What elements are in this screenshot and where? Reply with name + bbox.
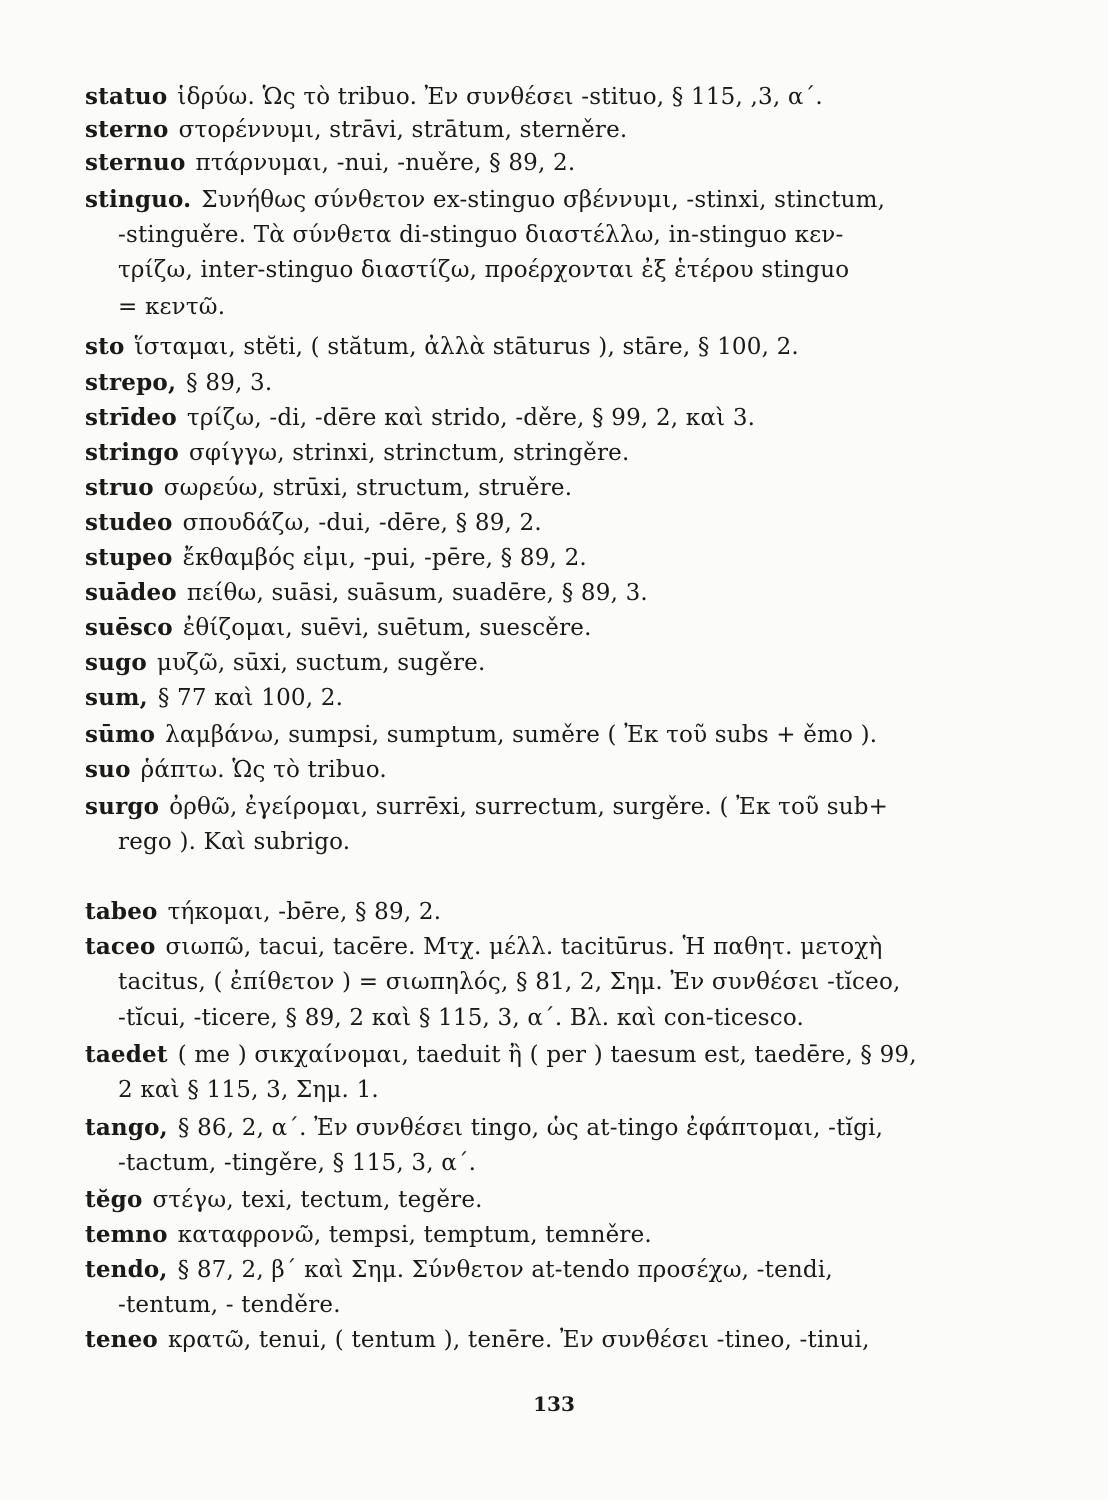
entry-text: § 89, 3. [186,370,273,396]
entry-text: σπουδάζω, -dui, -dēre, § 89, 2. [182,510,542,536]
entry-text: καταφρονῶ, tempsi, temptum, temněre. [177,1222,652,1248]
entry-sterno [85,115,945,145]
headword: sternuo [85,149,186,176]
entry-text: μυζῶ, sūxi, suctum, sugěre. [156,650,486,676]
headword: teneo [85,1326,158,1353]
entry-strideo [85,403,945,433]
entry-text: ἱδρύω. Ὡς τὸ tribuo. Ἐν συνθέσει -stituo, § 115, ,3, α΄. [177,84,823,110]
headword: statuo [85,83,168,110]
entry-text: σωρεύω, strūxi, structum, struěre. [163,475,573,501]
entry-text: στέγω, texi, tectum, tegěre. [152,1187,483,1213]
entry-continuation: 2 καὶ § 115, 3, Σημ. 1. [118,1077,379,1103]
entry-suadeo [85,578,945,608]
entry-continuation: -tactum, -tingěre, § 115, 3, α΄. [118,1150,477,1176]
entry-taedet [85,1040,945,1070]
entry-struo [85,473,945,503]
entry-stringo [85,438,945,468]
headword: sterno [85,116,169,143]
headword: strepo, [85,369,177,396]
headword: surgo [85,793,160,820]
entry-text: λαμβάνω, sumpsi, sumptum, suměre ( Ἐκ τοῦ subs + ěmo ). [165,722,878,748]
headword: tĕgo [85,1186,143,1213]
headword: tendo, [85,1256,168,1283]
entry-text: πτάρνυμαι, -nui, -nuěre, § 89, 2. [195,150,576,176]
entry-text: § 77 καὶ 100, 2. [157,685,344,711]
entry-text: ῥάπτω. Ὡς τὸ tribuo. [140,757,387,783]
headword: suēsco [85,614,173,641]
entry-text: ἔκθαμβός εἰμι, -pui, -pēre, § 89, 2. [182,545,587,571]
headword: sugo [85,649,147,676]
entry-text: κρατῶ, tenui, ( tentum ), tenēre. Ἐν συνθέσει -tineo, -tinui, [167,1327,870,1353]
entry-continuation: τρίζω, inter-stinguo διαστίζω, προέρχονται ἐξ ἑτέρου stinguo [118,257,850,283]
headword: tabeo [85,898,158,925]
headword: stringo [85,439,179,466]
entry-studeo [85,508,945,538]
entry-text: στορέννυμι, strāvi, strātum, sterněre. [178,117,628,143]
headword: sum, [85,684,148,711]
entry-taceo [85,932,945,962]
entry-strepo [85,368,945,398]
entry-suesco [85,613,945,643]
entry-surgo [85,792,945,822]
headword: temno [85,1221,168,1248]
entry-continuation: -stinguěre. Τὰ σύνθετα di-stinguo διαστέλλω, in-stinguo κεν- [118,222,844,248]
entry-stinguo [85,185,945,215]
headword: sūmo [85,721,156,748]
entry-text: πείθω, suāsi, suāsum, suadēre, § 89, 3. [186,580,648,606]
entry-sto [85,332,945,362]
entry-sternuo [85,148,945,178]
entry-text: σφίγγω, strinxi, strinctum, stringěre. [188,440,630,466]
entry-continuation: rego ). Καὶ subrigo. [118,829,351,855]
entry-teneo [85,1325,945,1355]
entry-text: Συνήθως σύνθετον ex-stinguo σβέννυμι, -stinxi, stinctum, [201,187,886,213]
headword: studeo [85,509,173,536]
headword: stupeo [85,544,173,571]
entry-sumo [85,720,945,750]
entry-sum [85,683,945,713]
entry-tendo [85,1255,945,1285]
entry-continuation: = κεντῶ. [118,294,226,320]
headword: struo [85,474,154,501]
entry-continuation: tacitus, ( ἐπίθετον ) = σιωπηλός, § 81, 2, Σημ. Ἐν συνθέσει -tĭceo, [118,969,901,995]
headword: tango, [85,1114,168,1141]
entry-tego [85,1185,945,1215]
entry-text: ὀρθῶ, ἐγείρομαι, surrēxi, surrectum, surgěre. ( Ἐκ τοῦ sub+ [169,794,889,820]
headword: taedet [85,1041,168,1068]
entry-text: § 86, 2, α΄. Ἐν συνθέσει tingo, ὡς at-tingo ἐφάπτομαι, -tĭgi, [177,1115,884,1141]
entry-text: ( me ) σικχαίνομαι, taeduit ἢ ( per ) taesum est, taedēre, § 99, [177,1042,917,1068]
headword: taceo [85,933,156,960]
entry-statuo [85,82,945,112]
entry-continuation: -tentum, - tenděre. [118,1292,341,1318]
entry-text: ἵσταμαι, stĕti, ( stătum, ἀλλὰ stāturus ), stāre, § 100, 2. [134,334,799,360]
entry-stupeo [85,543,945,573]
headword: sto [85,333,125,360]
entry-text: § 87, 2, β΄ καὶ Σημ. Σύνθετον at-tendo προσέχω, -tendi, [177,1257,833,1283]
entry-text: τήκομαι, -bēre, § 89, 2. [167,899,442,925]
entry-sugo [85,648,945,678]
entry-suo [85,755,945,785]
entry-text: ἐθίζομαι, suēvi, suētum, suescěre. [182,615,592,641]
headword: strīdeo [85,404,177,431]
page-number: 133 [533,1392,575,1416]
entry-temno [85,1220,945,1250]
entry-text: σιωπῶ, tacui, tacēre. Μτχ. μέλλ. tacitūrus. Ἡ παθητ. μετοχὴ [165,934,883,960]
entry-tabeo [85,897,945,927]
entry-text: τρίζω, -di, -dēre καὶ strido, -děre, § 99, 2, καὶ 3. [186,405,756,431]
entry-tango [85,1113,945,1143]
entry-continuation: -tĭcui, -ticere, § 89, 2 καὶ § 115, 3, α΄. Βλ. καὶ con-ticesco. [118,1005,805,1031]
headword: suo [85,756,131,783]
headword: stinguo. [85,186,192,213]
headword: suādeo [85,579,177,606]
